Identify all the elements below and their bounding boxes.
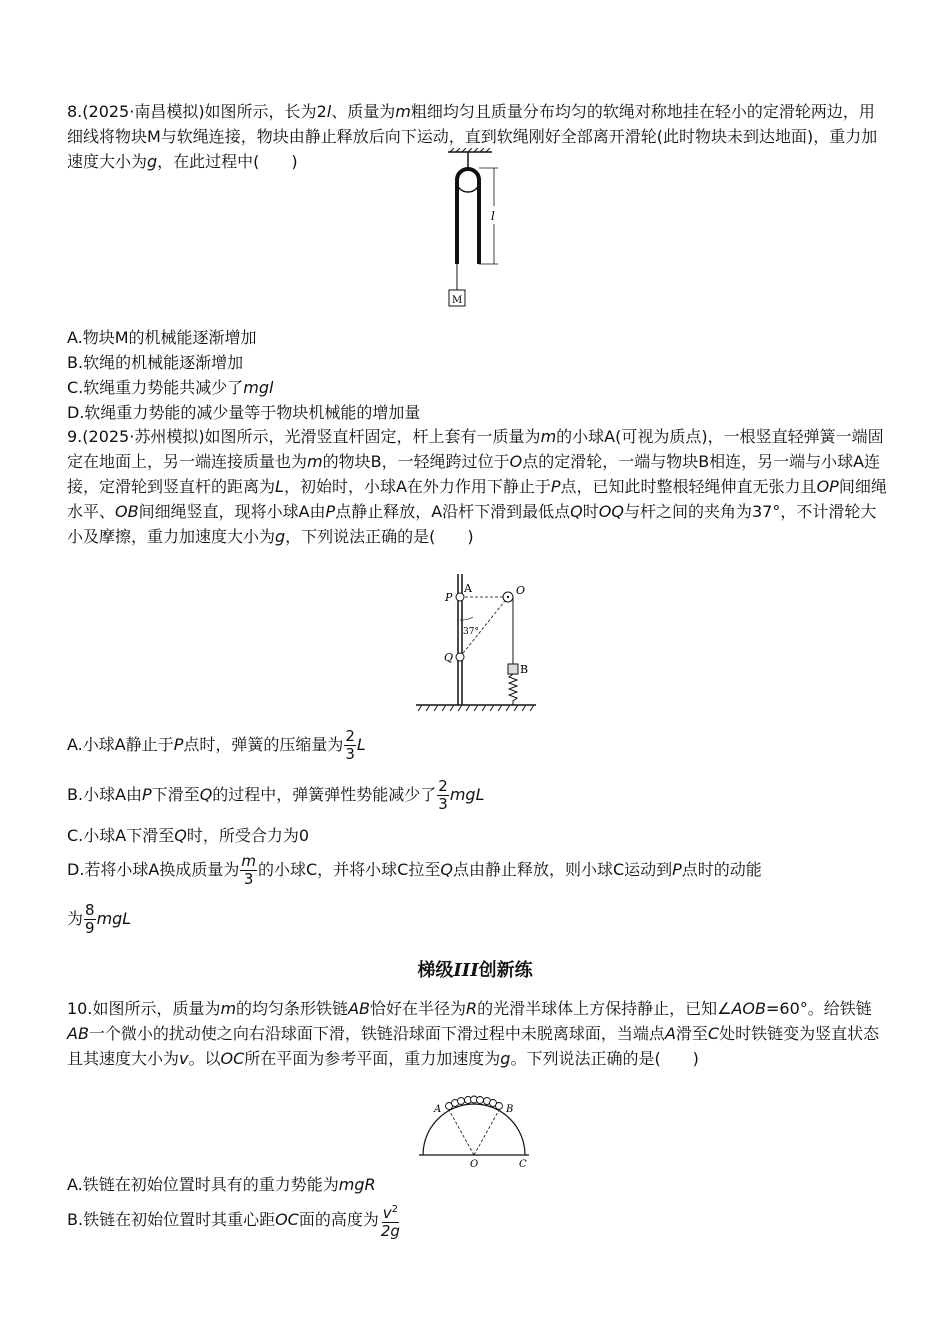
q10-option-a: A.铁链在初始位置时具有的重力势能为mgR [67, 1175, 376, 1194]
q9-option-b: B.小球A由P下滑至Q的过程中，弹簧弹性势能减少了 $\frac{2}{3}$ mgL [67, 777, 485, 813]
fraction: $\frac{8}{9}$ [85, 901, 95, 937]
q10-option-b: B.铁链在初始位置时其重心距OC面的高度为 $\frac{v^2}{2g}$ [67, 1200, 887, 1240]
q8-stem: 8.(2025·南昌模拟)如图所示，长为2l、质量为m粗细均匀且质量分布均匀的软绳对称地挂在轻小的定滑轮两边，用细线将物块M与软绳连接，物块由静止释放后向下运动，直到软绳刚好全部离开滑轮(此时物块未到达地面)，重力加速度大小为g，在此过程中( ) [67, 102, 878, 171]
fig-label-P: P [445, 591, 453, 604]
fig-label-l: l [491, 209, 495, 223]
fraction: $\frac{2}{3}$ [438, 777, 448, 813]
q8-option-c: C.软绳重力势能共减少了mgl [67, 378, 274, 397]
q8-option-d: D.软绳重力势能的减少量等于物块机械能的增加量 [67, 403, 421, 422]
hemisphere-figure [415, 1093, 535, 1169]
fig-label-O: O [516, 584, 526, 597]
rod-spring-figure [412, 572, 542, 714]
fig-label-M: M [452, 295, 463, 306]
fig-label-A: A [464, 582, 472, 595]
fig-label-B: B [506, 1104, 514, 1115]
fig-label-B: B [520, 663, 529, 676]
fig-label-C: C [519, 1159, 527, 1169]
fraction: $\frac{m}{3}$ [241, 852, 256, 888]
fraction: $\frac{2}{3}$ [345, 727, 355, 763]
fig-label-A: A [434, 1104, 442, 1115]
fig-label-Q: Q [444, 651, 454, 664]
fig-label-angle: 37° [463, 627, 479, 637]
q10-stem: 10.如图所示，质量为m的均匀条形铁链AB恰好在半径为R的光滑半球体上方保持静止，已知∠AOB=60°。给铁链AB一个微小的扰动使之向右沿球面下滑，铁链沿球面下滑过程中未脱离球面，当端点A滑至C处时铁链变为竖直状态且其速度大小为v。以OC所在平面为参考平面，重力加速度为g。下列说法正确的是( ) [67, 999, 880, 1068]
q9-option-d: D.若将小球A换成质量为 $\frac{m}{3}$ 的小球C，并将小球C拉至Q点由静止释放，则小球C运动到P点时的动能 [67, 852, 762, 888]
fraction: $\frac{v^2}{2g}$ [380, 1201, 401, 1240]
section-title: 梯级III创新练 [417, 960, 533, 981]
q9-stem: 9.(2025·苏州模拟)如图所示，光滑竖直杆固定，杆上套有一质量为m的小球A(可视为质点)，一根竖直轻弹簧一端固定在地面上，另一端连接质量也为m的物块B，一轻绳跨过位于O点的定滑轮，一端与物块B相连，另一端与小球A连接，定滑轮到竖直杆的距离为L，初始时，小球A在外力作用下静止于P点，已知此时整根轻绳伸直无张力且OP间细绳水平、OB间细绳竖直，现将小球A由P点静止释放，A沿杆下滑到最低点Q时OQ与杆之间的夹角为37°，不计滑轮大小及摩擦，重力加速度大小为g，下列说法正确的是( ) [67, 427, 887, 546]
q8-option-a: A.物块M的机械能逐渐增加 [67, 328, 257, 347]
q9-option-a: A.小球A静止于P点时，弹簧的压缩量为 $\frac{2}{3}$ L [67, 727, 366, 763]
pulley-figure [440, 148, 520, 308]
fig-label-O: O [470, 1159, 479, 1169]
q9-option-c: C.小球A下滑至Q时，所受合力为0 [67, 826, 309, 845]
q8-option-b: B.软绳的机械能逐渐增加 [67, 353, 244, 372]
q9-option-d-cont: 为 $\frac{8}{9}$ mgL [67, 901, 132, 937]
